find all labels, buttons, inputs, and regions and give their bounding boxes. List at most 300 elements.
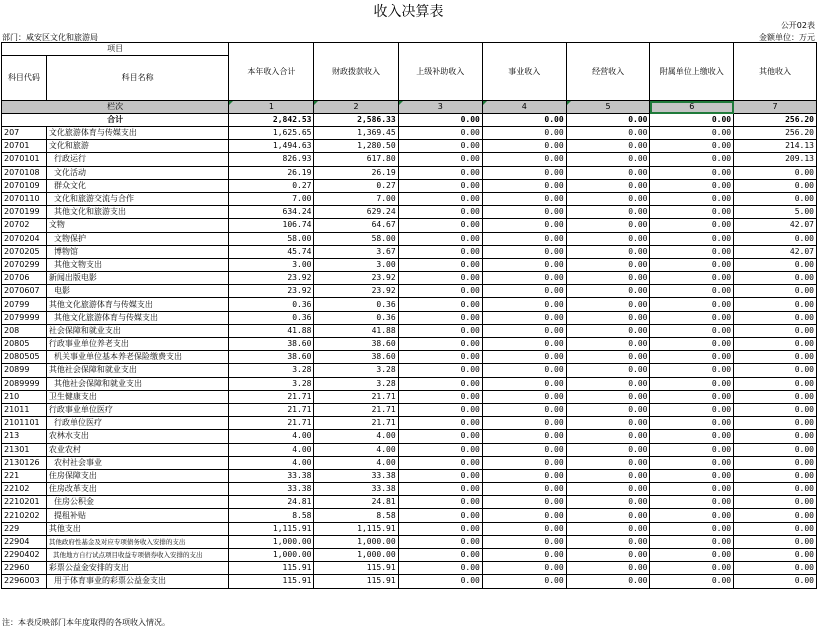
row-value-cell[interactable]: 21.71 [229,403,314,416]
row-code-cell[interactable]: 207 [2,127,47,140]
row-value-cell[interactable]: 0.00 [482,377,566,390]
row-value-cell[interactable]: 0.00 [482,192,566,205]
row-code-cell[interactable]: 213 [2,430,47,443]
row-value-cell[interactable]: 0.00 [650,153,734,166]
row-value-cell[interactable]: 0.00 [650,298,734,311]
row-code-cell[interactable]: 22102 [2,483,47,496]
row-value-cell[interactable]: 33.38 [229,469,314,482]
row-value-cell[interactable]: 0.00 [398,338,482,351]
row-value-cell[interactable]: 115.91 [229,562,314,575]
row-value-cell[interactable]: 38.60 [229,351,314,364]
row-value-cell[interactable]: 0.00 [398,496,482,509]
row-value-cell[interactable]: 1,625.65 [229,127,314,140]
row-value-cell[interactable]: 4.00 [229,430,314,443]
row-value-cell[interactable]: 0.00 [566,456,650,469]
row-value-cell[interactable]: 0.00 [734,179,817,192]
row-name-cell[interactable]: 其他政府性基金及对应专项债务收入安排的支出 [46,535,228,548]
row-code-cell[interactable]: 2210201 [2,496,47,509]
row-code-cell[interactable]: 20899 [2,364,47,377]
row-value-cell[interactable]: 0.00 [398,483,482,496]
row-code-cell[interactable]: 20799 [2,298,47,311]
row-value-cell[interactable]: 0.00 [566,127,650,140]
row-value-cell[interactable]: 0.00 [734,298,817,311]
row-value-cell[interactable]: 0.00 [566,443,650,456]
row-code-cell[interactable]: 22904 [2,535,47,548]
row-value-cell[interactable]: 21.71 [229,390,314,403]
row-value-cell[interactable]: 0.00 [734,377,817,390]
row-value-cell[interactable]: 115.91 [229,575,314,588]
row-value-cell[interactable]: 0.00 [734,562,817,575]
row-value-cell[interactable]: 0.00 [398,324,482,337]
row-code-cell[interactable]: 208 [2,324,47,337]
row-value-cell[interactable]: 0.00 [398,206,482,219]
row-code-cell[interactable]: 2070204 [2,232,47,245]
row-value-cell[interactable]: 0.00 [398,351,482,364]
row-value-cell[interactable]: 0.00 [734,509,817,522]
header-col-1[interactable]: 本年收入合计 [229,43,314,101]
row-value-cell[interactable]: 0.00 [482,549,566,562]
row-value-cell[interactable]: 0.00 [398,153,482,166]
row-value-cell[interactable]: 0.00 [650,338,734,351]
row-name-cell[interactable]: 行政事业单位医疗 [46,403,228,416]
row-value-cell[interactable]: 0.00 [734,364,817,377]
row-name-cell[interactable]: 文物保护 [46,232,228,245]
row-code-cell[interactable]: 2070101 [2,153,47,166]
row-value-cell[interactable]: 3.28 [314,364,398,377]
row-value-cell[interactable]: 0.36 [314,311,398,324]
row-value-cell[interactable]: 0.00 [734,285,817,298]
row-value-cell[interactable]: 0.00 [398,166,482,179]
row-value-cell[interactable]: 0.00 [566,377,650,390]
header-name[interactable]: 科目名称 [46,56,228,101]
row-value-cell[interactable]: 0.00 [398,245,482,258]
row-value-cell[interactable]: 0.00 [650,192,734,205]
row-value-cell[interactable]: 0.00 [734,166,817,179]
row-value-cell[interactable]: 0.00 [650,166,734,179]
row-value-cell[interactable]: 0.00 [482,403,566,416]
row-value-cell[interactable]: 1,000.00 [314,535,398,548]
row-value-cell[interactable]: 0.00 [566,430,650,443]
row-value-cell[interactable]: 41.88 [229,324,314,337]
lanci-5[interactable]: 5 [566,101,650,114]
row-name-cell[interactable]: 文物 [46,219,228,232]
row-value-cell[interactable]: 0.00 [650,390,734,403]
row-value-cell[interactable]: 115.91 [314,575,398,588]
row-value-cell[interactable]: 7.00 [229,192,314,205]
row-value-cell[interactable]: 4.00 [314,430,398,443]
row-value-cell[interactable]: 8.58 [229,509,314,522]
row-value-cell[interactable]: 0.00 [482,535,566,548]
row-value-cell[interactable]: 3.28 [314,377,398,390]
row-value-cell[interactable]: 0.00 [650,509,734,522]
row-value-cell[interactable]: 0.00 [566,562,650,575]
row-value-cell[interactable]: 0.00 [566,324,650,337]
row-code-cell[interactable]: 2290402 [2,549,47,562]
row-value-cell[interactable]: 0.00 [398,311,482,324]
row-value-cell[interactable]: 1,494.63 [229,140,314,153]
row-value-cell[interactable]: 0.00 [398,179,482,192]
row-value-cell[interactable]: 0.00 [566,140,650,153]
lanci-4[interactable]: 4 [482,101,566,114]
lanci-3[interactable]: 3 [398,101,482,114]
row-value-cell[interactable]: 4.00 [314,443,398,456]
row-name-cell[interactable]: 文化和旅游交流与合作 [46,192,228,205]
row-value-cell[interactable]: 0.00 [566,179,650,192]
row-value-cell[interactable]: 0.00 [734,311,817,324]
total-value[interactable]: 0.00 [398,114,482,127]
row-value-cell[interactable]: 0.00 [482,575,566,588]
row-value-cell[interactable]: 0.00 [482,430,566,443]
row-value-cell[interactable]: 23.92 [229,285,314,298]
row-value-cell[interactable]: 0.00 [566,390,650,403]
row-name-cell[interactable]: 其他文化旅游体育与传媒支出 [46,311,228,324]
row-value-cell[interactable]: 0.00 [566,219,650,232]
row-value-cell[interactable]: 214.13 [734,140,817,153]
row-code-cell[interactable]: 22960 [2,562,47,575]
row-value-cell[interactable]: 0.00 [650,575,734,588]
row-value-cell[interactable]: 0.00 [650,285,734,298]
row-name-cell[interactable]: 用于体育事业的彩票公益金支出 [46,575,228,588]
row-value-cell[interactable]: 826.93 [229,153,314,166]
row-name-cell[interactable]: 电影 [46,285,228,298]
row-value-cell[interactable]: 0.00 [482,219,566,232]
row-value-cell[interactable]: 0.00 [650,535,734,548]
row-value-cell[interactable]: 0.00 [734,324,817,337]
row-code-cell[interactable]: 2079999 [2,311,47,324]
row-name-cell[interactable]: 机关事业单位基本养老保险缴费支出 [46,351,228,364]
row-value-cell[interactable]: 0.00 [650,219,734,232]
row-value-cell[interactable]: 0.36 [229,298,314,311]
row-value-cell[interactable]: 0.00 [566,469,650,482]
row-name-cell[interactable]: 提租补贴 [46,509,228,522]
row-value-cell[interactable]: 256.20 [734,127,817,140]
row-name-cell[interactable]: 其他社会保障和就业支出 [46,364,228,377]
row-code-cell[interactable]: 2070205 [2,245,47,258]
row-value-cell[interactable]: 0.00 [482,456,566,469]
total-value[interactable]: 0.00 [482,114,566,127]
row-value-cell[interactable]: 8.58 [314,509,398,522]
row-value-cell[interactable]: 0.00 [398,456,482,469]
row-value-cell[interactable]: 0.00 [398,430,482,443]
row-code-cell[interactable]: 210 [2,390,47,403]
total-value[interactable]: 2,842.53 [229,114,314,127]
row-value-cell[interactable]: 0.00 [398,443,482,456]
row-code-cell[interactable]: 21011 [2,403,47,416]
header-col-6[interactable]: 附属单位上缴收入 [650,43,734,101]
row-value-cell[interactable]: 0.00 [482,140,566,153]
lanci-7[interactable]: 7 [734,101,817,114]
row-value-cell[interactable]: 0.00 [566,311,650,324]
row-value-cell[interactable]: 21.71 [314,390,398,403]
row-value-cell[interactable]: 0.00 [734,390,817,403]
row-value-cell[interactable]: 24.81 [314,496,398,509]
row-name-cell[interactable]: 其他地方自行试点项目收益专项债券收入安排的支出 [46,549,228,562]
row-name-cell[interactable]: 农村社会事业 [46,456,228,469]
row-value-cell[interactable]: 1,000.00 [314,549,398,562]
row-value-cell[interactable]: 0.00 [734,232,817,245]
row-value-cell[interactable]: 0.00 [734,403,817,416]
row-value-cell[interactable]: 0.00 [482,206,566,219]
row-value-cell[interactable]: 0.00 [566,575,650,588]
row-value-cell[interactable]: 0.00 [482,338,566,351]
row-value-cell[interactable]: 0.00 [482,258,566,271]
row-value-cell[interactable]: 0.00 [650,562,734,575]
row-code-cell[interactable]: 2210202 [2,509,47,522]
header-col-3[interactable]: 上级补助收入 [398,43,482,101]
row-value-cell[interactable]: 0.00 [650,258,734,271]
row-code-cell[interactable]: 2080505 [2,351,47,364]
row-value-cell[interactable]: 0.00 [398,232,482,245]
row-value-cell[interactable]: 0.00 [650,469,734,482]
row-value-cell[interactable]: 0.27 [314,179,398,192]
row-code-cell[interactable]: 2089999 [2,377,47,390]
lanci-6-selected-cell[interactable]: 6 [650,101,734,114]
row-name-cell[interactable]: 其他社会保障和就业支出 [46,377,228,390]
row-value-cell[interactable]: 0.00 [398,285,482,298]
row-value-cell[interactable]: 0.00 [734,192,817,205]
row-name-cell[interactable]: 住房保障支出 [46,469,228,482]
row-value-cell[interactable]: 0.00 [566,258,650,271]
row-value-cell[interactable]: 1,000.00 [229,549,314,562]
row-value-cell[interactable]: 0.00 [566,403,650,416]
row-name-cell[interactable]: 行政单位医疗 [46,417,228,430]
total-value[interactable]: 256.20 [734,114,817,127]
row-value-cell[interactable]: 0.00 [566,206,650,219]
row-value-cell[interactable]: 0.00 [482,390,566,403]
row-value-cell[interactable]: 0.00 [398,127,482,140]
row-value-cell[interactable]: 0.00 [398,575,482,588]
row-value-cell[interactable]: 0.00 [650,232,734,245]
row-value-cell[interactable]: 0.00 [482,509,566,522]
row-value-cell[interactable]: 42.07 [734,245,817,258]
row-value-cell[interactable]: 0.00 [650,377,734,390]
row-value-cell[interactable]: 21.71 [314,417,398,430]
row-value-cell[interactable]: 0.00 [398,403,482,416]
row-value-cell[interactable]: 0.00 [566,166,650,179]
row-code-cell[interactable]: 2070199 [2,206,47,219]
row-value-cell[interactable]: 0.00 [650,245,734,258]
row-value-cell[interactable]: 3.00 [229,258,314,271]
row-value-cell[interactable]: 0.00 [398,272,482,285]
row-name-cell[interactable]: 新闻出版电影 [46,272,228,285]
total-value[interactable]: 0.00 [566,114,650,127]
row-value-cell[interactable]: 0.00 [482,232,566,245]
row-value-cell[interactable]: 0.00 [734,258,817,271]
row-value-cell[interactable]: 0.00 [650,496,734,509]
row-value-cell[interactable]: 0.00 [734,535,817,548]
row-value-cell[interactable]: 45.74 [229,245,314,258]
row-name-cell[interactable]: 住房改革支出 [46,483,228,496]
row-value-cell[interactable]: 38.60 [314,351,398,364]
row-code-cell[interactable]: 2070110 [2,192,47,205]
total-value[interactable]: 2,586.33 [314,114,398,127]
row-code-cell[interactable]: 2101101 [2,417,47,430]
row-value-cell[interactable]: 0.00 [650,127,734,140]
row-value-cell[interactable]: 0.00 [398,364,482,377]
row-value-cell[interactable]: 0.00 [398,522,482,535]
row-value-cell[interactable]: 0.00 [566,245,650,258]
row-value-cell[interactable]: 0.00 [482,483,566,496]
row-value-cell[interactable]: 33.38 [229,483,314,496]
row-name-cell[interactable]: 卫生健康支出 [46,390,228,403]
row-value-cell[interactable]: 0.00 [482,311,566,324]
total-label[interactable]: 合计 [2,114,229,127]
row-value-cell[interactable]: 0.00 [398,298,482,311]
row-value-cell[interactable]: 33.38 [314,469,398,482]
row-value-cell[interactable]: 0.00 [482,245,566,258]
row-value-cell[interactable]: 0.00 [650,483,734,496]
row-value-cell[interactable]: 629.24 [314,206,398,219]
row-value-cell[interactable]: 0.00 [398,390,482,403]
row-value-cell[interactable]: 0.00 [734,549,817,562]
row-value-cell[interactable]: 0.00 [566,417,650,430]
row-name-cell[interactable]: 其他文物支出 [46,258,228,271]
row-value-cell[interactable]: 0.00 [566,509,650,522]
row-value-cell[interactable]: 0.00 [398,562,482,575]
row-value-cell[interactable]: 3.67 [314,245,398,258]
row-value-cell[interactable]: 5.00 [734,206,817,219]
row-value-cell[interactable]: 0.00 [482,562,566,575]
row-value-cell[interactable]: 0.00 [398,192,482,205]
row-value-cell[interactable]: 7.00 [314,192,398,205]
header-col-5[interactable]: 经营收入 [566,43,650,101]
row-value-cell[interactable]: 0.00 [734,351,817,364]
total-value[interactable]: 0.00 [650,114,734,127]
row-name-cell[interactable]: 文化旅游体育与传媒支出 [46,127,228,140]
row-name-cell[interactable]: 博物馆 [46,245,228,258]
row-value-cell[interactable]: 0.00 [398,469,482,482]
row-value-cell[interactable]: 1,115.91 [229,522,314,535]
row-value-cell[interactable]: 0.00 [482,127,566,140]
row-name-cell[interactable]: 其他文化和旅游支出 [46,206,228,219]
row-value-cell[interactable]: 0.00 [650,417,734,430]
row-value-cell[interactable]: 115.91 [314,562,398,575]
row-value-cell[interactable]: 0.00 [398,140,482,153]
row-code-cell[interactable]: 2070607 [2,285,47,298]
row-value-cell[interactable]: 0.00 [734,575,817,588]
row-value-cell[interactable]: 0.27 [229,179,314,192]
row-value-cell[interactable]: 0.00 [482,522,566,535]
row-value-cell[interactable]: 634.24 [229,206,314,219]
row-value-cell[interactable]: 26.19 [229,166,314,179]
row-value-cell[interactable]: 0.00 [566,298,650,311]
row-name-cell[interactable]: 文化和旅游 [46,140,228,153]
row-value-cell[interactable]: 0.00 [650,311,734,324]
row-value-cell[interactable]: 23.92 [314,272,398,285]
row-value-cell[interactable]: 0.00 [650,179,734,192]
row-value-cell[interactable]: 0.00 [482,443,566,456]
row-value-cell[interactable]: 3.00 [314,258,398,271]
row-value-cell[interactable]: 4.00 [229,443,314,456]
row-code-cell[interactable]: 20805 [2,338,47,351]
row-value-cell[interactable]: 0.00 [398,535,482,548]
row-value-cell[interactable]: 0.00 [482,179,566,192]
row-value-cell[interactable]: 0.00 [482,324,566,337]
row-value-cell[interactable]: 0.00 [650,549,734,562]
row-value-cell[interactable]: 38.60 [229,338,314,351]
row-value-cell[interactable]: 0.00 [734,469,817,482]
row-value-cell[interactable]: 0.00 [566,535,650,548]
row-value-cell[interactable]: 0.00 [482,272,566,285]
row-name-cell[interactable]: 文化活动 [46,166,228,179]
row-value-cell[interactable]: 0.00 [482,351,566,364]
row-code-cell[interactable]: 20701 [2,140,47,153]
row-value-cell[interactable]: 0.00 [650,140,734,153]
row-value-cell[interactable]: 0.00 [566,483,650,496]
row-value-cell[interactable]: 0.00 [482,298,566,311]
row-value-cell[interactable]: 0.00 [734,430,817,443]
row-value-cell[interactable]: 0.00 [482,496,566,509]
row-code-cell[interactable]: 20706 [2,272,47,285]
row-value-cell[interactable]: 0.36 [229,311,314,324]
header-item[interactable]: 项目 [2,43,229,56]
row-value-cell[interactable]: 1,369.45 [314,127,398,140]
lanci-1[interactable]: 1 [229,101,314,114]
row-value-cell[interactable]: 0.00 [734,272,817,285]
row-value-cell[interactable]: 38.60 [314,338,398,351]
row-value-cell[interactable]: 41.88 [314,324,398,337]
row-value-cell[interactable]: 0.00 [398,258,482,271]
row-value-cell[interactable]: 42.07 [734,219,817,232]
row-name-cell[interactable]: 行政事业单位养老支出 [46,338,228,351]
row-value-cell[interactable]: 0.00 [734,338,817,351]
row-value-cell[interactable]: 0.00 [734,443,817,456]
row-value-cell[interactable]: 0.00 [650,403,734,416]
row-value-cell[interactable]: 21.71 [229,417,314,430]
row-name-cell[interactable]: 住房公积金 [46,496,228,509]
row-value-cell[interactable]: 0.00 [734,456,817,469]
row-name-cell[interactable]: 彩票公益金安排的支出 [46,562,228,575]
row-value-cell[interactable]: 0.00 [482,153,566,166]
row-code-cell[interactable]: 2070108 [2,166,47,179]
row-name-cell[interactable]: 其他文化旅游体育与传媒支出 [46,298,228,311]
row-value-cell[interactable]: 0.00 [566,192,650,205]
row-value-cell[interactable]: 33.38 [314,483,398,496]
row-value-cell[interactable]: 64.67 [314,219,398,232]
row-value-cell[interactable]: 617.80 [314,153,398,166]
row-value-cell[interactable]: 0.00 [482,469,566,482]
row-value-cell[interactable]: 0.00 [482,364,566,377]
row-name-cell[interactable]: 农林水支出 [46,430,228,443]
row-code-cell[interactable]: 2070109 [2,179,47,192]
row-code-cell[interactable]: 2296003 [2,575,47,588]
row-value-cell[interactable]: 0.00 [566,351,650,364]
row-value-cell[interactable]: 0.00 [650,443,734,456]
row-code-cell[interactable]: 21301 [2,443,47,456]
row-value-cell[interactable]: 1,115.91 [314,522,398,535]
row-value-cell[interactable]: 21.71 [314,403,398,416]
row-code-cell[interactable]: 2130126 [2,456,47,469]
row-value-cell[interactable]: 0.00 [398,549,482,562]
header-code[interactable]: 科目代码 [2,56,47,101]
row-value-cell[interactable]: 0.00 [650,430,734,443]
row-value-cell[interactable]: 0.00 [566,338,650,351]
row-value-cell[interactable]: 0.00 [734,496,817,509]
header-col-2[interactable]: 财政拨款收入 [314,43,398,101]
row-code-cell[interactable]: 229 [2,522,47,535]
row-code-cell[interactable]: 221 [2,469,47,482]
row-value-cell[interactable]: 4.00 [314,456,398,469]
row-code-cell[interactable]: 2070299 [2,258,47,271]
row-value-cell[interactable]: 0.36 [314,298,398,311]
row-value-cell[interactable]: 0.00 [482,417,566,430]
row-value-cell[interactable]: 0.00 [650,351,734,364]
row-value-cell[interactable]: 0.00 [398,219,482,232]
row-value-cell[interactable]: 58.00 [229,232,314,245]
row-value-cell[interactable]: 0.00 [398,417,482,430]
row-value-cell[interactable]: 0.00 [566,522,650,535]
row-value-cell[interactable]: 0.00 [566,153,650,166]
